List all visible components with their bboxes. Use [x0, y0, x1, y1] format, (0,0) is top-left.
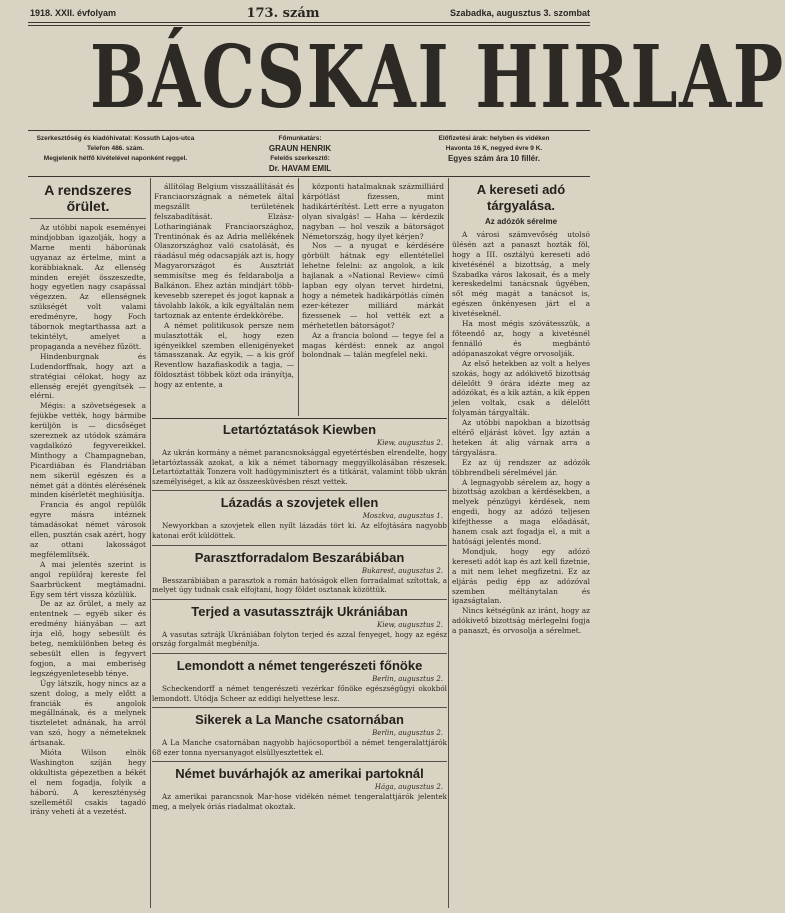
year-volume: 1918. XXII. évfolyam [30, 8, 117, 18]
article-column-3: központi hatalmaknak százmilliárd kárpótlást fizessen, mint hadikártérítést. Lett erre a nyugaton olyan sivalgás! — Haha — kérdezik nagyban — hol veszik a bátorságot Németország, hogy ilyet kérjen? Nos — a nyugat e kérdésére görbült hátnak egy ellentétellel lehetne felelni: az angolok, a kik hajlanak a »National Review« című lapban egy olyan tervet hirdetni, hogy a németek hadikárpótlás címén ezer-kétezer milliárd márkát fizessenek — hol vették ezt a mérhetetlen bátorságot? Az a francia bolond — tegye fel a magas kérdést: ennek az angol bolondnak — talán megfelel neki. [302, 182, 444, 360]
subscription-info: Előfizetési árak: helyben és vidéken Havonta 16 K, negyed évre 9 K. Egyes szám ára 10 fillér. [438, 135, 550, 163]
article-column-1: A rendszeres őrület. Az utóbbi napok eseményei mindjobban igazolják, hogy a Marne menti háborúnak ugyanaz az értelme, mint a korábbiaknak. Az ellenség minden erejét összeszedte, hogy egyetlen nagy csapással végezzen. Az ellenségnek szükségét volt valami eredményre, hogy Foch tábornok megtarthassa azt a tekintélyt, amelyet a propaganda a nevéhez fűzött. Hindenburgnak és Ludendorffnak, hogy azt a stratégiai célokat, hogy az ellenség erejét gyengítsék — elérni. Mégis: a szövetségesek a fejükbe vették, hogy bármibe kerüljön is — dicsőséget szereznek az utódok számára vagdalkózó fegyvereikkel. Minthogy a Champagneban, Picardiában és Flandriában nem sikerül egészen és a német gát a döntés elérésének minden kísérletét meghiúsítja. Francia és angol repülők egyre másra intéznek támadásokat német városok ellen, pusztán csak azért, hogy az ottani lakosságot megfélemlítsék. A mai jelentés szerint is angol repülőraj kereste fel Saarbrückent megtámadni. Egy sem tért vissza közülük. De az az őrület, a mely az ententnek — egyéb siker és eredmény hiányában — azt írja elő, hogy sebesült és beteg, nemkülönben beteg és sebesült ellen is fegyvert fogjon, a mai emberiség legszégyenletesebb ténye. Úgy látszik, hogy nincs az a szent dolog, a mely előtt a franciák és angolok megállnának, és a melynek tiszteletet adnának, ha arról van szó, hogy a németeknek ártsanak. Mióta Wilson elnök Washington szíján hegy okkultista gépezetben a békét el nem fogadja, folyik a háború. A kereszténység szellemétől csakis tagadó irány veheti át a vezetést. [30, 182, 146, 817]
masthead-title: BÁCSKAI HIRLAP [89, 27, 785, 128]
header-bottom-rule [28, 176, 590, 177]
news-headline: Sikerek a La Manche csatornában [195, 712, 404, 728]
news-headline: Német buvárhajók az amerikai partoknál [175, 766, 424, 782]
masthead-rule [28, 130, 590, 131]
news-section-rule [152, 418, 447, 419]
news-item: Terjed a vasutassztrájk Ukrániában Kiew, augusztus 2. A vasutas sztrájk Ukrániában folyton terjed és azzal fenyeget, hogy az egész ország forgalmát megbénítja. [152, 603, 447, 649]
news-item: Letartóztatások Kiewben Kiew, augusztus 2. Az ukrán kormány a német parancsnoksággal egyetértésben elrendelte, hogy letartóztassák azokat, a kik a német tábornagy meggyilkolásában részesek. Letartóztatták Tonzera volt hadügyminisztert és a titkárát, valamint több ukrán személyiséget, a kik az összeesküvésben részt vettek. [152, 422, 447, 486]
column-divider [150, 178, 151, 908]
news-headline: Parasztforradalom Beszarábiában [194, 549, 405, 565]
news-item: Sikerek a La Manche csatornában Berlin, augusztus 2. A La Manche csatornában nagyobb hajócsoportból a német tengeralattjárók 68 ezer tonna nyersanyagot elsüllyesztettek el. [152, 712, 447, 757]
article-subtitle: Az adózók sérelme [484, 217, 558, 226]
divider [30, 218, 146, 219]
news-item: Parasztforradalom Beszarábiában Bukarest, augusztus 2. Besszarábiában a parasztok a román hatóságok ellen forradalmat szítottak, a melyet úgy tudnak csak elfojtani, hogy földet osztanak közöttük. [152, 549, 447, 595]
news-item: Lemondott a német tengerészeti főnöke Berlin, augusztus 2. Scheckendorff a német tengerészeti vezérkar főnöke egészségügyi okokból lemondott. Utódja Scheer az eddigi helyettese lesz. [152, 657, 447, 703]
column-divider [448, 178, 449, 908]
news-headline: Lázadás a szovjetek ellen [220, 495, 379, 511]
column-divider [298, 178, 299, 416]
top-rule-2 [28, 25, 590, 26]
news-item: Lázadás a szovjetek ellen Moszkva, augusztus 1. Newyorkban a szovjetek ellen nyílt lázadás tört ki. Az elfojtására nagyobb katonai erőt küldöttek. [152, 495, 447, 540]
article-column-2: állítólag Belgium visszaállítását és Franciaországnak a németek által megszállt területének felszabadítását. Elzász-Lotharingiának Franciaországhoz, Trentinónak és az Adria mellékének Olaszországhoz való csatolását, és ráadásul még odacsapják azt is, hogy Magyarországot és Ausztriát semmisítse meg és feldarabolja a Balkánon. Ehez aztán mindjárt több-kevesebb szerepet és jogot kapnak a távolabb lakók, a kik egyáltalán nem tartoznak az entente érdekkörébe. A német politikusok persze nem mulasztották el, hogy ezen igényeikkel szemben ellenigényeket támasszanak. Az egyik, — a kis gróf Reventlow hazafiaskodik a tagja, — földosztást többek közt oda irányítja, hogy az entente, a [154, 182, 294, 390]
news-item: Német buvárhajók az amerikai partoknál Hága, augusztus 2. Az amerikai parancsnok Mar-hose vidékén német tengeralattjárók jelentek meg, a melyek óriás riadalmat okoztak. [152, 766, 447, 811]
publisher-info: Szerkesztőség és kiadóhivatal: Kossuth Lajos-utca Telefon 486. szám. Megjelenik hétfő kivételével naponként reggel. [36, 135, 195, 162]
article-title: A kereseti adó tárgyalása. [476, 182, 566, 213]
article-title: A rendszeres őrület. [44, 182, 132, 214]
news-headline: Terjed a vasutassztrájk Ukrániában [191, 603, 408, 619]
top-info-line [30, 6, 590, 20]
news-briefs [152, 420, 447, 910]
issue-number: 173. szám [246, 5, 320, 21]
article-column-4: A kereseti adó tárgyalása. Az adózók sérelme A városi számvevőség utolsó ülésén azt a panaszt hozták föl, hogy a III. osztályú kereseti adó kivetésénél a bizottság, a mely Szabadka város lakosait, és a mely kereskedelmi tanácsnak ügyében, sőt még magát a tanácsot is, egészen önkényesen járt el a kivetéseknél. Ha most mégis szóvátesszük, a főteendő az, hogy a kivetésnél fennálló és megbántó adópanaszokat végre orvosolják. Az első hetekben az volt a helyes szokás, hogy az adókivető bizottság délelőtt 9 órára idézte meg az adózókat, és a kik aztán, a kik éppen jelen voltak, csak a délelőtt folyamán tárgyalták. Az utóbbi napokban a bizottság eltérő eljárást követ. Így aztán a heteken át alig várnak arra a tárgyalásra. Ez az új rendszer az adózók többrendbeli sérelmével jár. A legnagyobb sérelem az, hogy a bizottság azokban a kérdésekben, a melyek pénzügyi kérdések, nem engedi, hogy az adózó teljesen kifejthesse a maga előadását, hanem csak azt fogadja el, a mit a hatósági jelentés mond. Mondjuk, hogy egy adózó kereseti adót kap és azt kell fizetnie, a mit nem lehet megfizetni. Ez az eljárás pedig épp az adózóval szemben méltánytalan és igazságtalan. Nincs kétségünk az iránt, hogy az adókivető bizottság mérlegelni fogja a panaszt, és orvosolja a sérelmet. [452, 182, 590, 636]
news-headline: Letartóztatások Kiewben [222, 422, 377, 437]
top-rule [28, 22, 590, 23]
editor-info: Főmunkatárs: GRAUN HENRIK Felelős szerkesztő: Dr. HAVAM EMIL [268, 135, 332, 173]
news-headline: Lemondott a német tengerészeti főnöke [176, 657, 423, 673]
issue-date: Szabadka, augusztus 3. szombat [449, 8, 590, 18]
